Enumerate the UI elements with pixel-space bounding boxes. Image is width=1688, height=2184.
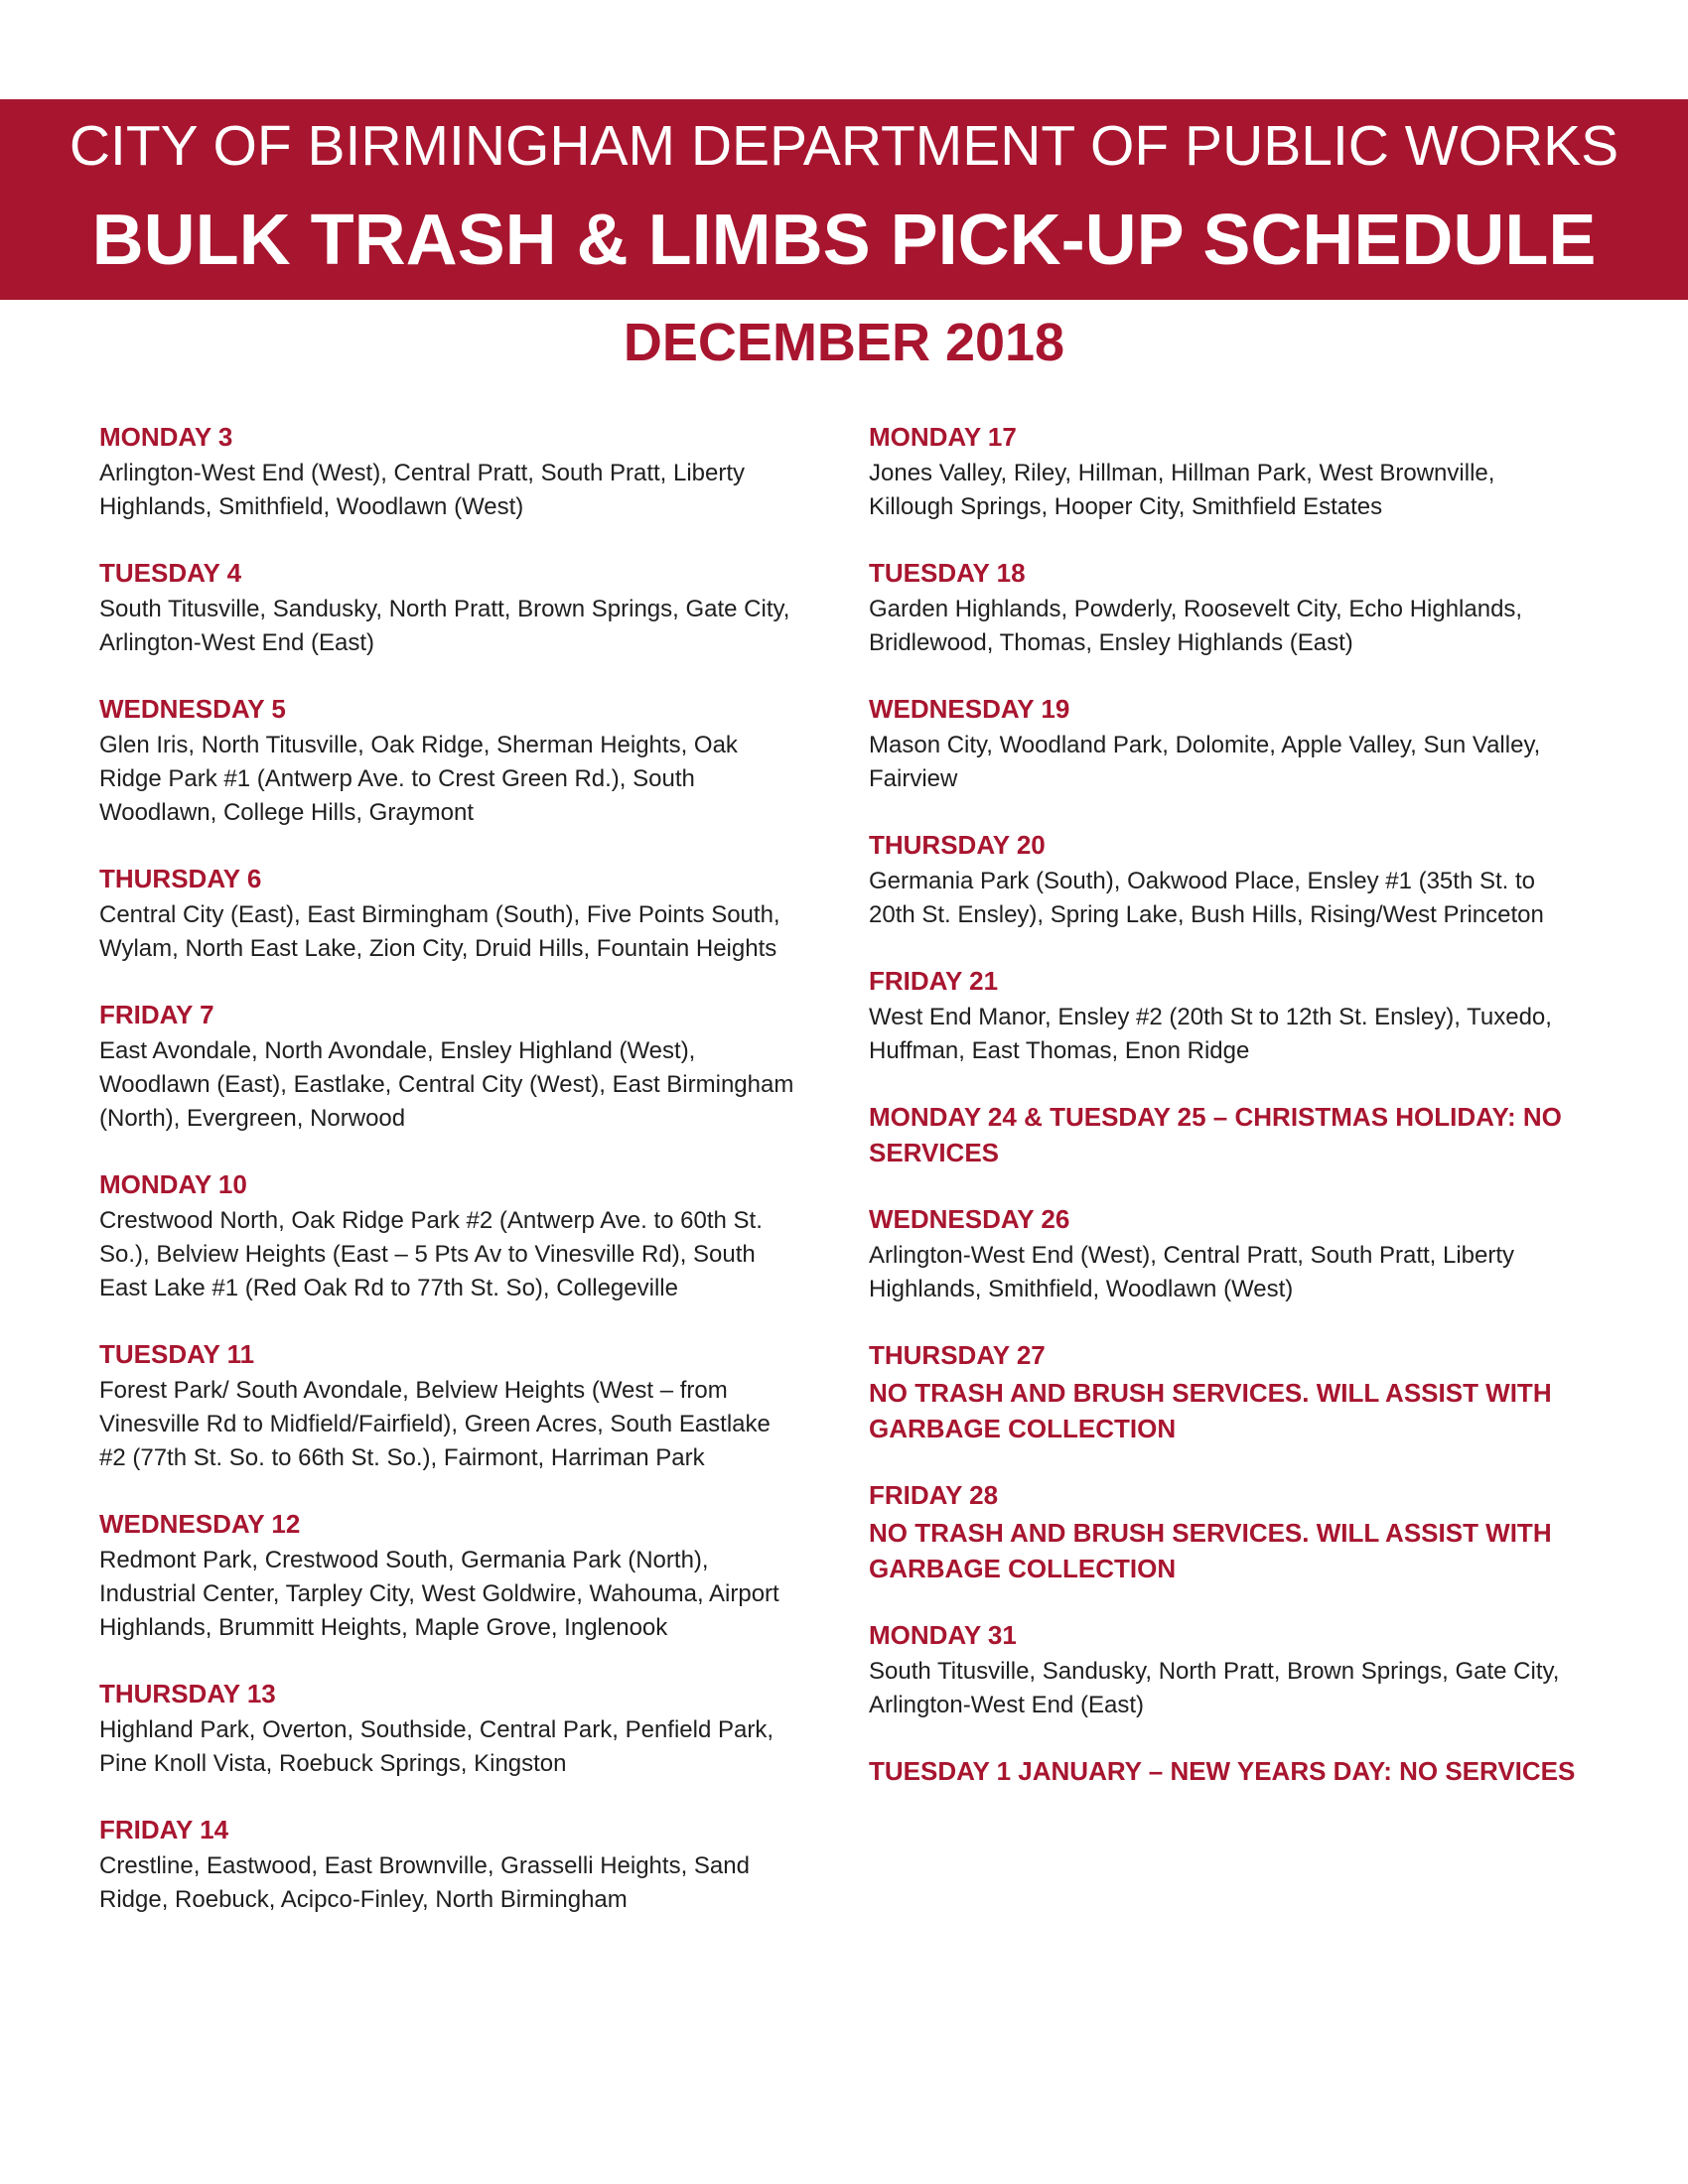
day-heading: THURSDAY 27 <box>869 1340 1046 1370</box>
day-heading: FRIDAY 14 <box>99 1815 229 1844</box>
neighborhood-list: Forest Park/ South Avondale, Belview Heights (West – from Vinesville Rd to Midfield/Fairfield), Green Acres, South Eastlake #2 (77th St. So. to 66th St. So.), Fairmont, Harriman Park <box>99 1377 771 1471</box>
department-title: CITY OF BIRMINGHAM DEPARTMENT OF PUBLIC WORKS <box>69 114 1619 178</box>
holiday-notice <box>869 1099 1584 1170</box>
schedule-entry <box>99 861 794 966</box>
schedule-entry <box>869 1337 1584 1446</box>
day-heading: MONDAY 3 <box>99 422 233 452</box>
day-heading: WEDNESDAY 26 <box>869 1204 1070 1234</box>
schedule-entry <box>99 997 794 1136</box>
schedule-entry <box>99 555 794 660</box>
schedule-entry <box>99 1506 794 1645</box>
schedule-entry <box>99 419 794 524</box>
schedule-entry <box>869 555 1584 660</box>
holiday-notice-text: TUESDAY 1 JANUARY – NEW YEARS DAY: NO SERVICES <box>869 1756 1576 1786</box>
day-heading: MONDAY 17 <box>869 422 1017 452</box>
schedule-entry <box>99 1676 794 1781</box>
neighborhood-list: South Titusville, Sandusky, North Pratt, Brown Springs, Gate City, Arlington-West End (East) <box>869 1658 1560 1718</box>
day-heading: THURSDAY 20 <box>869 830 1046 860</box>
neighborhood-list: Central City (East), East Birmingham (South), Five Points South, Wylam, North East Lake, Zion City, Druid Hills, Fountain Heights <box>99 901 780 962</box>
header-banner <box>0 99 1688 300</box>
schedule-entry <box>869 1617 1584 1722</box>
day-heading: FRIDAY 21 <box>869 966 999 996</box>
neighborhood-list: Crestline, Eastwood, East Brownville, Grasselli Heights, Sand Ridge, Roebuck, Acipco-Finley, North Birmingham <box>99 1852 750 1913</box>
schedule-column-right <box>869 419 1584 1820</box>
day-heading: WEDNESDAY 19 <box>869 694 1070 724</box>
schedule-entry <box>869 419 1584 524</box>
neighborhood-list: Garden Highlands, Powderly, Roosevelt City, Echo Highlands, Bridlewood, Thomas, Ensley Highlands (East) <box>869 596 1523 656</box>
schedule-entry <box>99 691 794 830</box>
schedule-entry <box>99 1336 794 1475</box>
schedule-entry <box>869 827 1584 932</box>
schedule-entry <box>869 1477 1584 1586</box>
schedule-entry <box>99 1812 794 1917</box>
day-heading: THURSDAY 6 <box>99 864 262 893</box>
holiday-notice-text: MONDAY 24 & TUESDAY 25 – CHRISTMAS HOLIDAY: NO SERVICES <box>869 1102 1562 1167</box>
neighborhood-list: West End Manor, Ensley #2 (20th St to 12th St. Ensley), Tuxedo, Huffman, East Thomas, Enon Ridge <box>869 1004 1552 1064</box>
day-heading: THURSDAY 13 <box>99 1679 276 1708</box>
day-heading: MONDAY 10 <box>99 1169 247 1199</box>
neighborhood-list: East Avondale, North Avondale, Ensley Highland (West), Woodlawn (East), Eastlake, Central City (West), East Birmingham (North), Evergreen, Norwood <box>99 1037 794 1132</box>
day-heading: WEDNESDAY 12 <box>99 1509 301 1539</box>
neighborhood-list: Arlington-West End (West), Central Pratt, South Pratt, Liberty Highlands, Smithfield, Woodlawn (West) <box>869 1242 1515 1302</box>
day-heading: TUESDAY 11 <box>99 1339 255 1369</box>
day-heading: FRIDAY 28 <box>869 1480 999 1510</box>
neighborhood-list: Crestwood North, Oak Ridge Park #2 (Antwerp Ave. to 60th St. So.), Belview Heights (East – 5 Pts Av to Vinesville Rd), South East Lake #1 (Red Oak Rd to 77th St. So), Collegeville <box>99 1207 763 1301</box>
neighborhood-list: Highland Park, Overton, Southside, Central Park, Penfield Park, Pine Knoll Vista, Roebuck Springs, Kingston <box>99 1716 774 1777</box>
schedule-entry <box>869 691 1584 796</box>
day-heading: MONDAY 31 <box>869 1620 1017 1650</box>
schedule-entry <box>869 963 1584 1068</box>
neighborhood-list: Germania Park (South), Oakwood Place, Ensley #1 (35th St. to 20th St. Ensley), Spring Lake, Bush Hills, Rising/West Princeton <box>869 868 1544 928</box>
neighborhood-list: Mason City, Woodland Park, Dolomite, Apple Valley, Sun Valley, Fairview <box>869 732 1541 792</box>
neighborhood-list: South Titusville, Sandusky, North Pratt, Brown Springs, Gate City, Arlington-West End (East) <box>99 596 790 656</box>
schedule-entry <box>869 1201 1584 1306</box>
service-notice: NO TRASH AND BRUSH SERVICES. WILL ASSIST WITH GARBAGE COLLECTION <box>869 1518 1552 1583</box>
holiday-notice <box>869 1753 1584 1789</box>
schedule-column-left <box>99 419 794 1948</box>
neighborhood-list: Redmont Park, Crestwood South, Germania Park (North), Industrial Center, Tarpley City, West Goldwire, Wahouma, Airport Highlands, Brummitt Heights, Maple Grove, Inglenook <box>99 1547 779 1641</box>
schedule-title: BULK TRASH & LIMBS PICK-UP SCHEDULE <box>91 201 1597 280</box>
day-heading: TUESDAY 18 <box>869 558 1026 588</box>
neighborhood-list: Jones Valley, Riley, Hillman, Hillman Park, West Brownville, Killough Springs, Hooper City, Smithfield Estates <box>869 460 1495 520</box>
month-title: DECEMBER 2018 <box>623 313 1065 372</box>
day-heading: FRIDAY 7 <box>99 1000 214 1029</box>
neighborhood-list: Glen Iris, North Titusville, Oak Ridge, Sherman Heights, Oak Ridge Park #1 (Antwerp Ave. to Crest Green Rd.), South Woodlawn, College Hills, Graymont <box>99 732 738 826</box>
day-heading: WEDNESDAY 5 <box>99 694 286 724</box>
neighborhood-list: Arlington-West End (West), Central Pratt, South Pratt, Liberty Highlands, Smithfield, Woodlawn (West) <box>99 460 746 520</box>
day-heading: TUESDAY 4 <box>99 558 242 588</box>
schedule-entry <box>99 1166 794 1305</box>
service-notice: NO TRASH AND BRUSH SERVICES. WILL ASSIST WITH GARBAGE COLLECTION <box>869 1378 1552 1443</box>
